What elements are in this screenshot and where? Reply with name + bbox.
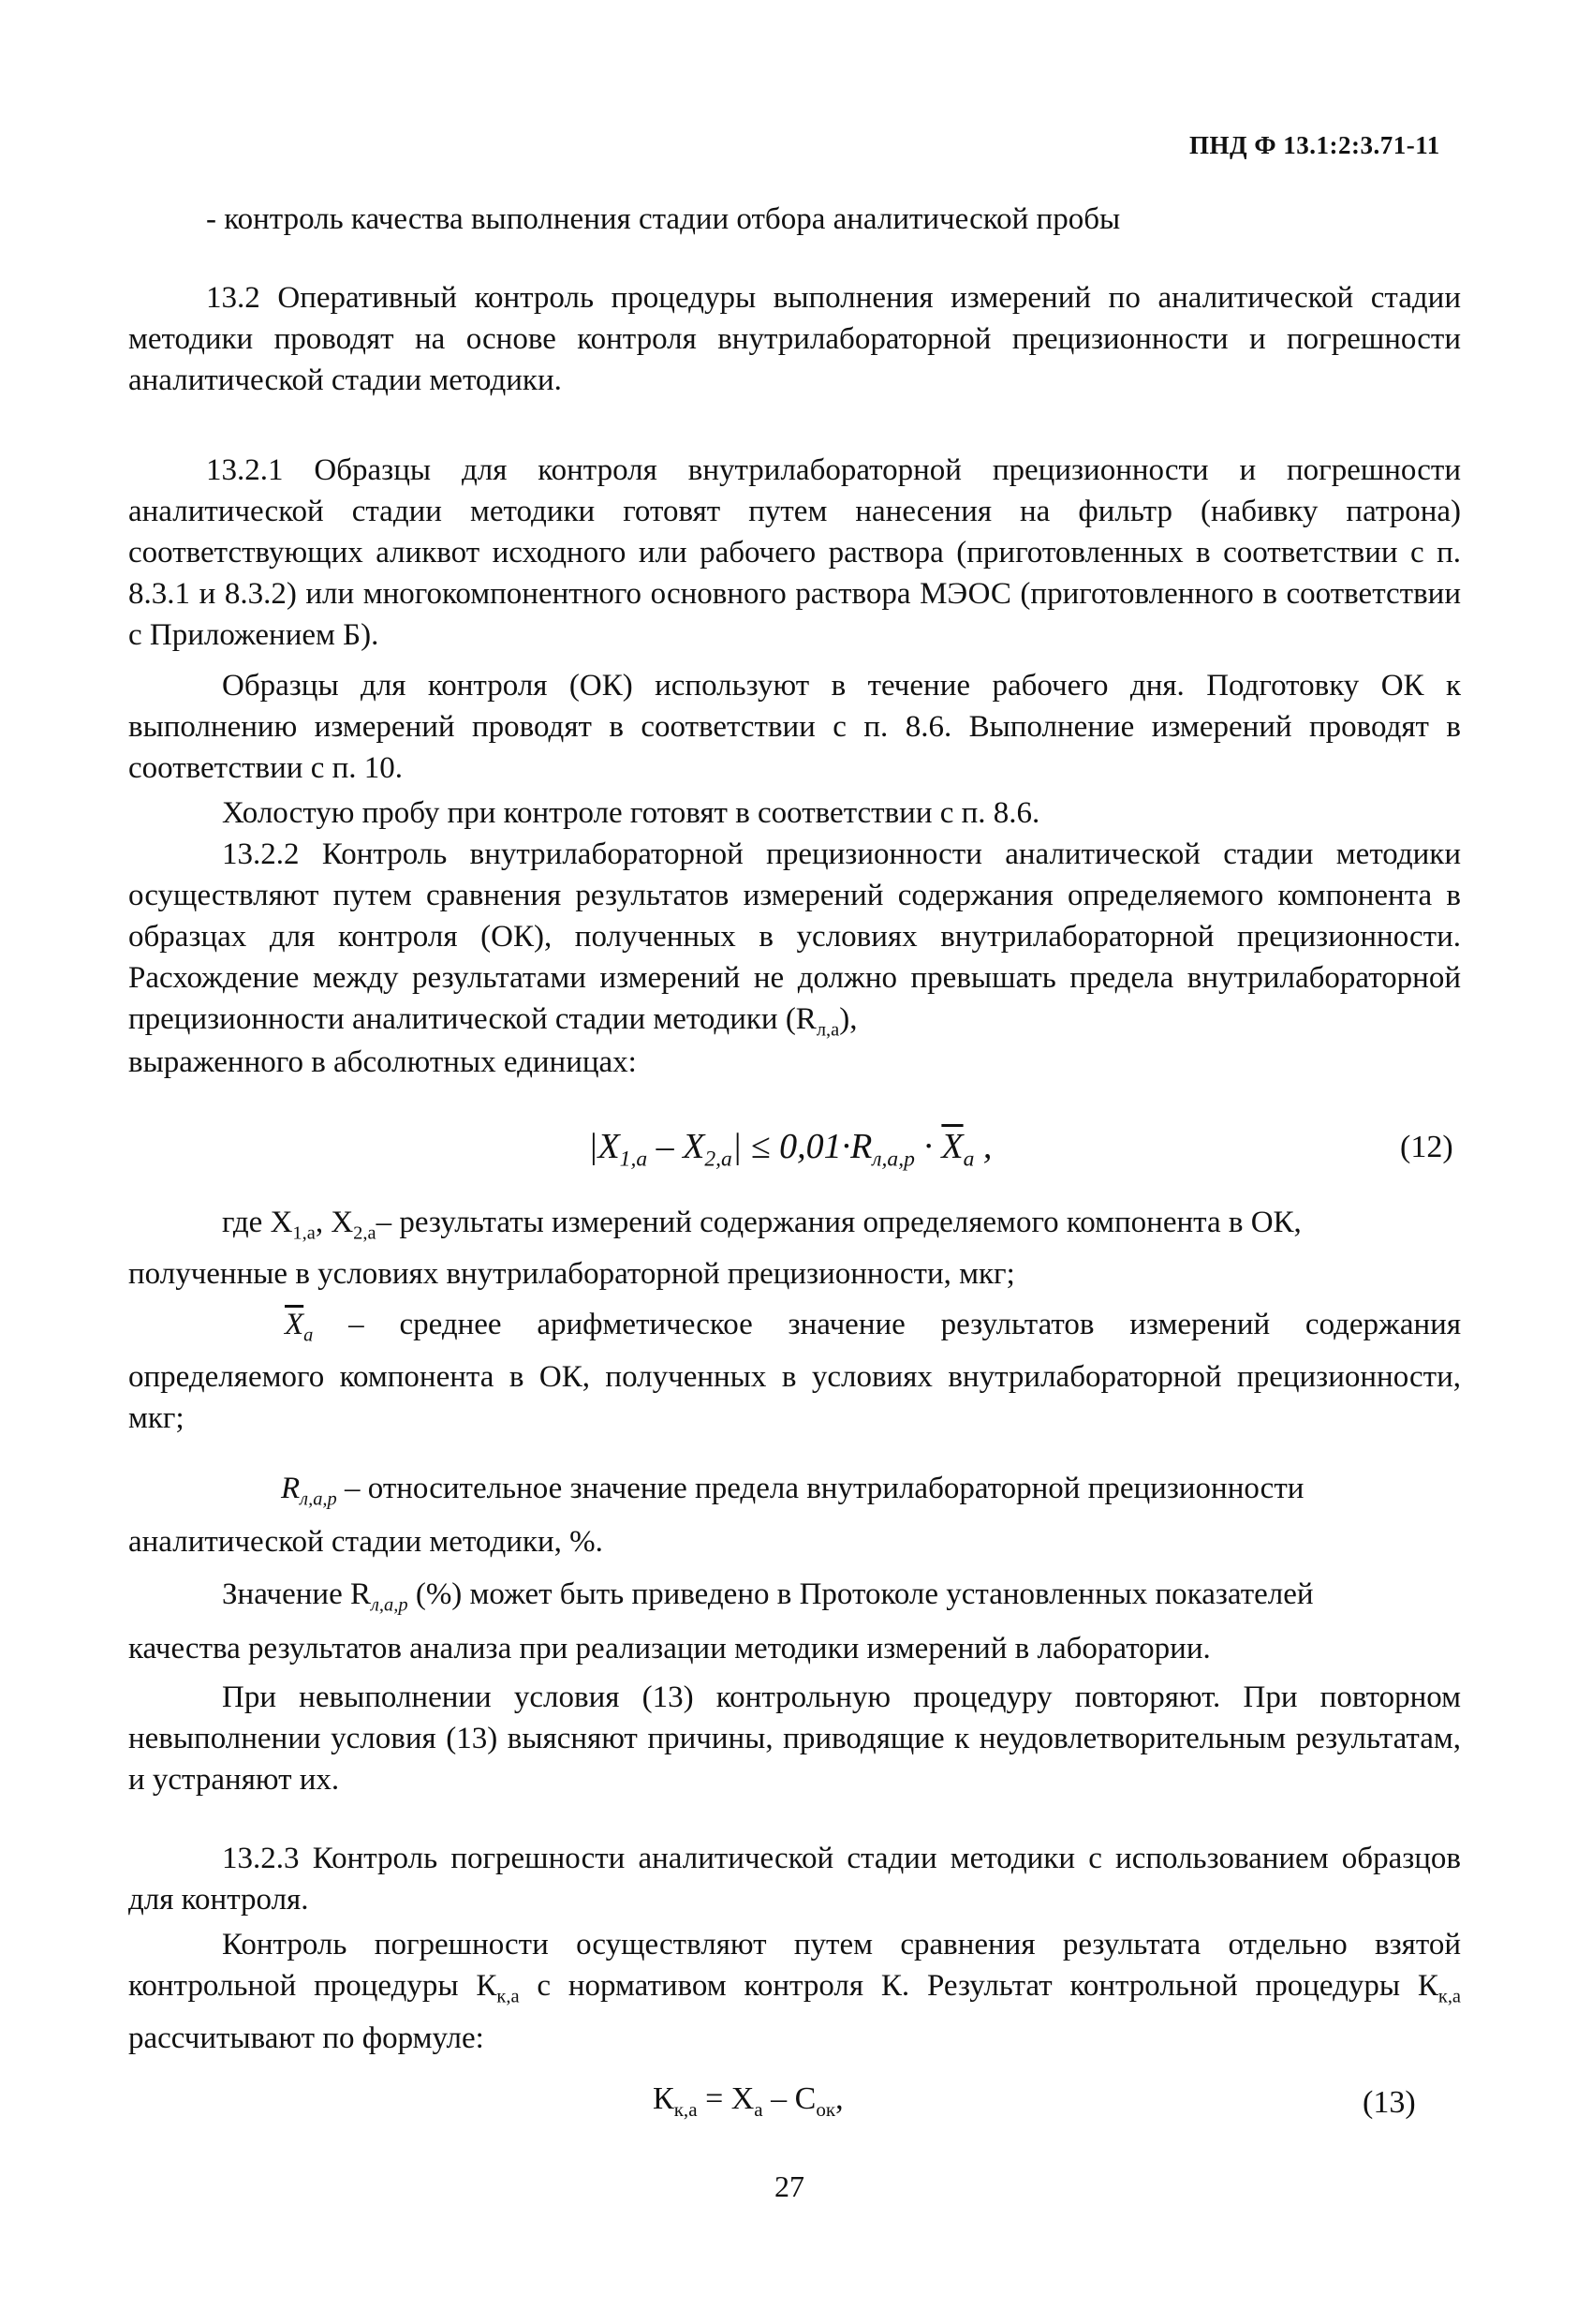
formula-13: [653, 2081, 844, 2122]
formula-part: ,: [974, 1127, 993, 1166]
subscript: а: [754, 2097, 763, 2121]
formula-number: (12): [1400, 1130, 1453, 1164]
subscript: л,а,р: [872, 1147, 915, 1172]
paragraph: [128, 1304, 1461, 1439]
formula-part: – C: [762, 2081, 817, 2116]
formula-part: = X: [697, 2081, 755, 2116]
formula-part: ,: [835, 2081, 844, 2116]
subscript: 1,а: [292, 1222, 316, 1244]
paragraph-text: Контроль погрешности осуществляют путем сравнения результата отдельно взятой контрольной процедуры К: [128, 1928, 1461, 2003]
paragraph-text: рассчитывают по формуле:: [128, 2021, 484, 2055]
subscript: к,а: [496, 1986, 520, 2007]
paragraph: 13.2.1 Образцы для контроля внутрилабораторной прецизионности и погрешности аналитической стадии методики готовят путем нанесения на фильтр (набивку патрона) соответствующих аликвот исходного или рабочего раствора (приготовленных в соответствии с п. 8.3.1 и 8.3.2) или многокомпонентного основного раствора МЭОС (приготовленного в соответствии с Приложением Б).: [128, 453, 1461, 652]
paragraph: качества результатов анализа при реализации методики измерений в лаборатории.: [128, 1632, 1211, 1665]
paragraph: выраженного в абсолютных единицах:: [128, 1045, 637, 1079]
subscript: 2,а: [353, 1222, 376, 1244]
paragraph-text: (%) может быть приведено в Протоколе установленных показателей: [407, 1577, 1314, 1611]
page-number: 27: [774, 2169, 804, 2203]
paragraph-text: – результаты измерений содержания определяемого компонента в ОК,: [376, 1206, 1302, 1239]
paragraph: [128, 1924, 1461, 2059]
paragraph-text: – среднее арифметическое значение результатов измерений содержания определяемого компонента в ОК, полученных в условиях внутрилабораторной прецизионности, мкг;: [128, 1308, 1461, 1435]
subscript: л,а,р: [300, 1488, 337, 1510]
formula-12: [588, 1126, 992, 1173]
subscript: а: [303, 1325, 314, 1346]
paragraph: [222, 1574, 1461, 1626]
paragraph: Холостую пробу при контроле готовят в соответствии с п. 8.6.: [222, 796, 1040, 830]
subscript: 1,а: [619, 1147, 648, 1172]
formula-number: (13): [1363, 2085, 1416, 2120]
paragraph-text: 13.2.2 Контроль внутрилабораторной прецизионности аналитической стадии методики осуществляют путем сравнения результатов измерений содержания определяемого компонента в образцах для контроля (ОК), полученных в условиях внутрилабораторной прецизионности. Расхождение между результатами измерений не должно превышать предела внутрилабораторной прецизионности аналитической стадии методики (R: [128, 837, 1461, 1036]
formula-part: ·: [914, 1127, 942, 1166]
subscript: к,а: [1437, 1986, 1462, 2007]
paragraph: При невыполнении условия (13) контрольную процедуру повторяют. При повторном невыполнении условия (13) выясняют причины, приводящие к неудовлетворительным результатам, и устраняют их.: [128, 1680, 1461, 1797]
paragraph: [222, 1202, 1461, 1254]
formula-part: $\overline{X}$: [941, 1127, 964, 1166]
subscript: а: [963, 1147, 975, 1172]
formula-part: – X: [647, 1127, 705, 1166]
paragraph-text: ),: [839, 1002, 858, 1036]
paragraph-text: Значение R: [222, 1577, 371, 1611]
subscript: ок: [816, 2097, 836, 2121]
paragraph-text: $\overline{X}$: [285, 1308, 304, 1341]
paragraph: - контроль качества выполнения стадии отбора аналитической пробы: [206, 202, 1121, 236]
formula-part: |X: [588, 1127, 620, 1166]
paragraph-text: R: [281, 1472, 301, 1505]
paragraph-text: , X: [315, 1206, 354, 1239]
subscript: 2,а: [704, 1147, 732, 1172]
document-code-header: ПНД Ф 13.1:2:3.71-11: [1189, 131, 1440, 159]
paragraph: аналитической стадии методики, %.: [128, 1525, 603, 1559]
paragraph: 13.2.3 Контроль погрешности аналитической стадии методики с использованием образцов для контроля.: [128, 1842, 1461, 1917]
formula-part: | ≤ 0,01·R: [731, 1127, 873, 1166]
subscript: л,а,р: [371, 1594, 408, 1616]
paragraph: Образцы для контроля (ОК) используют в течение рабочего дня. Подготовку ОК к выполнению измерений проводят в соответствии с п. 8.6. Выполнение измерений проводят в соответствии с п. 10.: [128, 669, 1461, 785]
paragraph: [128, 1468, 1461, 1520]
paragraph-text: – относительное значение предела внутрилабораторной прецизионности: [336, 1472, 1305, 1505]
paragraph: полученные в условиях внутрилабораторной прецизионности, мкг;: [128, 1257, 1015, 1291]
paragraph-text: где X: [222, 1206, 293, 1239]
paragraph-text: с нормативом контроля К. Результат контрольной процедуры К: [519, 1969, 1438, 2003]
subscript: к,а: [673, 2097, 698, 2121]
subscript: л,а: [816, 1019, 840, 1041]
formula-part: К: [653, 2081, 674, 2116]
paragraph: 13.2 Оперативный контроль процедуры выполнения измерений по аналитической стадии методики проводят на основе контроля внутрилабораторной прецизионности и погрешности аналитической стадии методики.: [128, 281, 1461, 397]
paragraph: [128, 834, 1461, 1051]
